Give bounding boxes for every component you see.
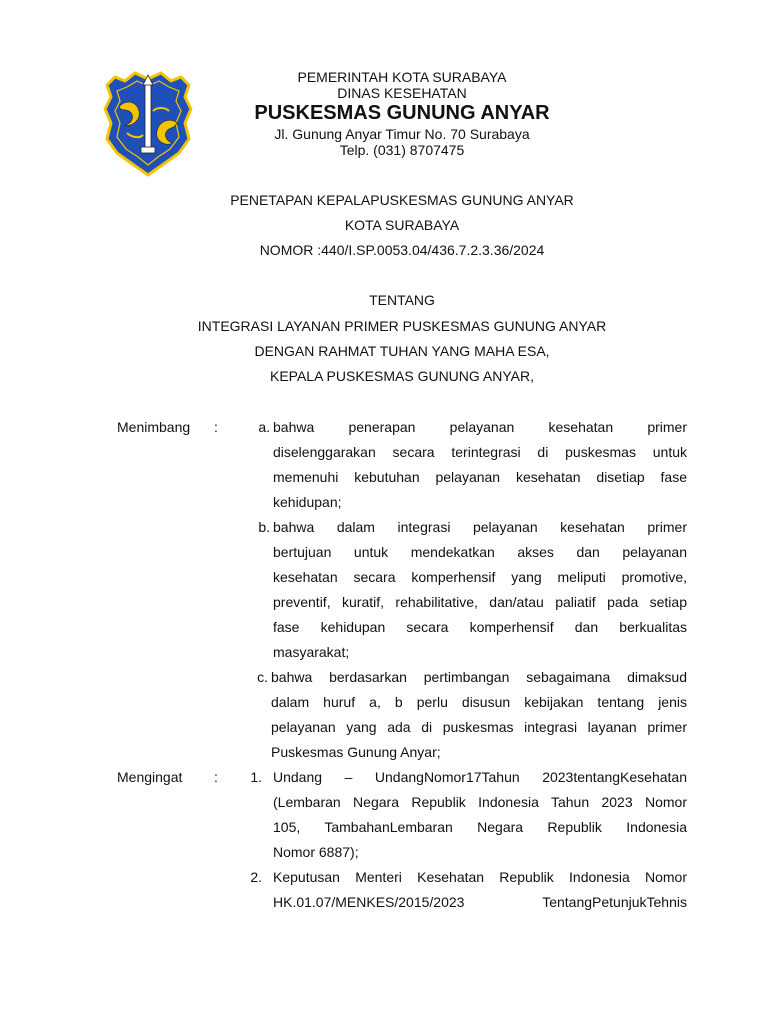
menimbang-item-a-line: memenuhi kebutuhan pelayanan kesehatan disetiap fase: [273, 469, 687, 485]
menimbang-item-a-line: bahwa penerapan pelayanan kesehatan primer: [273, 419, 687, 435]
mengingat-item-1-line: Undang – UndangNomor17Tahun 2023tentangKesehatan: [273, 769, 687, 785]
menimbang-item-c-line: pelayanan yang ada di puskesmas integrasi layanan primer: [271, 719, 687, 735]
menimbang-item-a-line: kehidupan;: [273, 494, 342, 510]
mengingat-item-1-marker: 1.: [250, 769, 262, 785]
mengingat-item-1-line: 105, TambahanLembaran Negara Republik Indonesia: [273, 819, 687, 835]
menimbang-label: Menimbang: [117, 419, 191, 435]
letterhead: [200, 69, 604, 158]
mengingat-item-2-line: HK.01.07/MENKES/2015/2023 TentangPetunjukTehnis: [273, 894, 687, 910]
mengingat-item-2-marker: 2.: [250, 869, 262, 885]
institution-name: PUSKESMAS GUNUNG ANYAR: [254, 102, 550, 124]
mengingat-item-1-line: (Lembaran Negara Republik Indonesia Tahun 2023 Nomor: [273, 794, 687, 810]
menimbang-item-c-marker: c.: [257, 669, 268, 685]
mengingat-item-2-line: Keputusan Menteri Kesehatan Republik Indonesia Nomor: [273, 869, 687, 885]
menimbang-item-c-line: bahwa berdasarkan pertimbangan sebagaimana dimaksud: [271, 669, 687, 685]
menimbang-item-c-line: dalam huruf a, b perlu disusun kebijakan tentang jenis: [271, 694, 687, 710]
decree-title: PENETAPAN KEPALAPUSKESMAS GUNUNG ANYAR: [230, 192, 574, 208]
menimbang-item-c-line: Puskesmas Gunung Anyar;: [271, 744, 441, 760]
menimbang-item-b-line: bertujuan untuk mendekatkan akses dan pelayanan: [273, 544, 687, 560]
menimbang-item-b-line: bahwa dalam integrasi pelayanan kesehatan primer: [273, 519, 687, 535]
mengingat-colon: :: [214, 769, 218, 785]
decree-subject: INTEGRASI LAYANAN PRIMER PUSKESMAS GUNUNG ANYAR: [197, 318, 607, 334]
mengingat-label: Mengingat: [117, 769, 183, 785]
institution-address: Jl. Gunung Anyar Timur No. 70 Surabaya: [274, 126, 530, 142]
menimbang-item-a-line: diselenggarakan secara terintegrasi di puskesmas untuk: [273, 444, 687, 460]
decree-city: KOTA SURABAYA: [344, 217, 460, 233]
invocation: DENGAN RAHMAT TUHAN YANG MAHA ESA,: [254, 343, 550, 359]
menimbang-item-b-line: masyarakat;: [273, 644, 350, 660]
institution-phone: Telp. (031) 8707475: [339, 142, 465, 158]
decree-number: NOMOR :440/I.SP.0053.04/436.7.2.3.36/2024: [259, 242, 545, 258]
government-name: PEMERINTAH KOTA SURABAYA: [297, 69, 507, 85]
menimbang-item-b-line: kesehatan secara komperhensif yang meliputi promotive,: [273, 569, 687, 585]
menimbang-item-b-marker: b.: [258, 519, 270, 535]
issuer: KEPALA PUSKESMAS GUNUNG ANYAR,: [269, 368, 534, 384]
about-label: TENTANG: [369, 292, 435, 308]
menimbang-item-a-marker: a.: [258, 419, 270, 435]
menimbang-item-b-line: fase kehidupan secara komperhensif dan berkualitas: [273, 619, 687, 635]
menimbang-colon: :: [214, 419, 218, 435]
mengingat-item-1-line: Nomor 6887);: [273, 844, 359, 860]
menimbang-item-b-line: preventif, kuratif, rehabilitative, dan/atau paliatif pada setiap: [273, 594, 687, 610]
surabaya-coat-of-arms-logo: [103, 67, 193, 177]
department-name: DINAS KESEHATAN: [337, 85, 467, 101]
